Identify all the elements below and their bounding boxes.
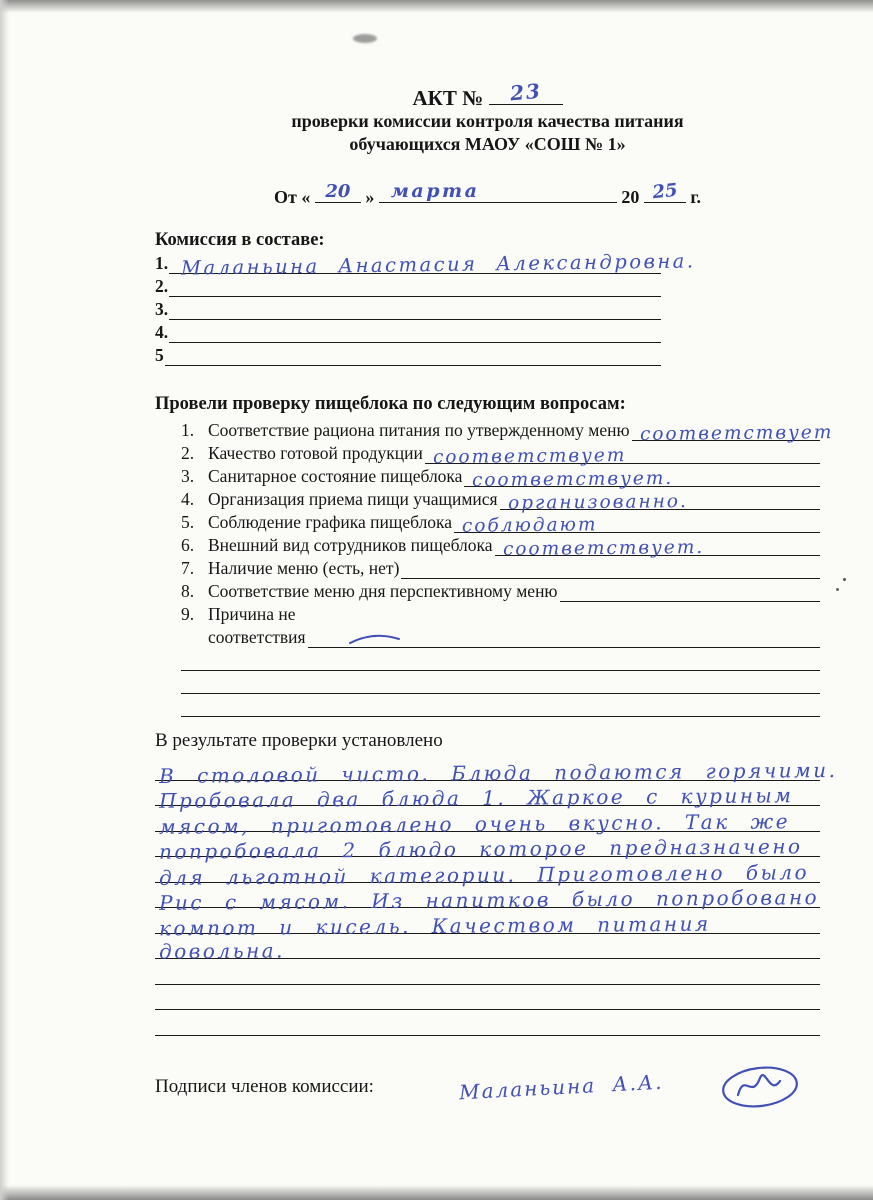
member-number: 2.	[155, 276, 169, 296]
date-day-field	[315, 182, 361, 203]
handwritten-day: 20	[325, 181, 351, 202]
handwritten-answer: соответствует	[432, 444, 627, 469]
answer-line	[401, 555, 820, 579]
ruled-line	[155, 959, 820, 985]
item-number: 9.	[181, 604, 195, 624]
date-prefix: От «	[274, 187, 311, 207]
handwritten-answer: организованно.	[507, 491, 688, 514]
item-number: 1.	[181, 420, 195, 440]
checklist-item	[181, 487, 820, 514]
member-number: 4.	[155, 322, 169, 342]
member-line	[165, 342, 661, 366]
item-label: Внешний вид сотрудников пищеблока	[208, 535, 493, 555]
commission-section	[155, 230, 820, 366]
handwritten-signature-name: Маланьина А.А.	[458, 1069, 664, 1104]
scan-artifact-bottom-edge	[0, 1185, 873, 1200]
date-line	[155, 179, 820, 208]
blank-line	[181, 671, 820, 694]
handwritten-text: компот и кисель. Качеством питания	[158, 911, 711, 940]
answer-line	[464, 463, 820, 492]
handwritten-text: довольна.	[158, 938, 286, 964]
answer-line	[308, 624, 820, 648]
item-number: 2.	[181, 443, 195, 463]
answer-line	[425, 440, 820, 469]
document-subtitle-1: проверки комиссии контроля качества питания	[291, 111, 684, 131]
act-number-field	[489, 78, 563, 106]
member-number: 5	[155, 345, 164, 365]
checklist-item-continuation	[181, 625, 820, 648]
handwritten-text: для льготной категории. Приготовлено было	[158, 859, 810, 890]
ruled-line	[155, 806, 820, 839]
blank-line	[181, 694, 820, 717]
signature-stamp	[718, 1062, 802, 1112]
item-label-continuation: соответствия	[208, 627, 306, 647]
scan-artifact-top-edge	[0, 0, 873, 13]
commission-heading: Комиссия в составе:	[155, 230, 325, 250]
date-month-field	[379, 182, 617, 203]
ruled-line	[155, 832, 820, 864]
scan-smudge	[353, 34, 377, 43]
answer-line	[495, 532, 820, 561]
date-century: 20	[621, 187, 640, 207]
item-number: 8.	[181, 581, 195, 601]
document-content	[155, 78, 838, 1112]
answer-line	[181, 693, 820, 717]
checklist-heading: Провели проверку пищеблока по следующим вопросам:	[155, 394, 626, 414]
handwritten-answer: соблюдают	[461, 514, 598, 537]
handwritten-text: Рис с мясом. Из напитков было попробовано	[158, 885, 820, 915]
checklist-item	[181, 556, 820, 579]
item-label: Качество готовой продукции	[208, 443, 423, 463]
signatures-section	[155, 1062, 820, 1112]
member-number: 1.	[155, 253, 169, 273]
checklist-item	[181, 418, 833, 446]
member-line	[169, 319, 661, 343]
answer-line	[181, 670, 820, 694]
commission-member-row	[155, 297, 661, 320]
member-line	[169, 296, 661, 320]
handwritten-answer: соответствует	[639, 421, 833, 446]
item-label: Наличие меню (есть, нет)	[208, 558, 400, 578]
answer-line	[632, 417, 833, 446]
date-suffix: г.	[690, 187, 701, 207]
checklist-section	[155, 394, 833, 717]
handwritten-month: марта	[390, 180, 480, 202]
document-subtitle-2: обучающихся МАОУ «СОШ № 1»	[349, 134, 626, 154]
scan-artifact-left-edge	[0, 0, 9, 1200]
blank-line	[181, 648, 820, 671]
answer-line	[560, 578, 820, 602]
handwritten-text: Пробовала два блюда 1. Жаркое с куриным	[158, 783, 794, 813]
pen-dots	[843, 578, 846, 581]
item-label: Организация приема пищи учащимися	[208, 489, 498, 509]
handwritten-text: мясом, приготовлено очень вкусно. Так же	[158, 808, 791, 839]
item-label: Соответствие меню дня перспективному меню	[208, 581, 558, 601]
item-label: Соблюдение графика пищеблока	[208, 512, 453, 532]
signatures-label: Подписи членов комиссии:	[155, 1075, 374, 1097]
date-quote-close: »	[365, 187, 375, 207]
answer-line	[454, 509, 820, 537]
title-block	[155, 78, 820, 156]
item-number: 5.	[181, 512, 195, 532]
checklist-item	[181, 510, 820, 537]
ruled-line	[155, 985, 820, 1011]
commission-member-row	[155, 249, 696, 280]
commission-member-row	[155, 320, 661, 343]
date-year-field	[644, 179, 686, 204]
handwritten-answer: соответствует.	[472, 467, 674, 492]
answer-line	[500, 486, 820, 514]
item-label: Соответствие рациона питания по утвержденному меню	[208, 420, 630, 440]
answer-line	[181, 647, 820, 671]
handwritten-year: 25	[651, 179, 679, 204]
checklist-item	[181, 441, 820, 469]
checklist-item	[181, 533, 820, 561]
results-section	[155, 729, 838, 1036]
checklist-item	[181, 579, 820, 602]
handwritten-text: попробовала 2 блюдо которое предназначено	[158, 834, 803, 864]
ruled-line	[155, 857, 820, 890]
checklist-item	[181, 602, 820, 625]
item-number: 3.	[181, 466, 195, 486]
commission-member-row	[155, 274, 661, 297]
ruled-line	[155, 908, 820, 940]
ruled-line	[155, 1010, 820, 1036]
handwritten-text: В столовой чисто. Блюда подаются горячими.	[158, 757, 838, 788]
handwritten-act-number: 23	[508, 78, 543, 106]
member-line	[169, 273, 661, 297]
member-line	[169, 249, 696, 280]
ruled-line	[155, 755, 838, 788]
item-number: 6.	[181, 535, 195, 555]
checklist-item	[181, 464, 820, 492]
pen-mark	[348, 630, 402, 646]
item-label: Санитарное состояние пищеблока	[208, 466, 463, 486]
title-prefix: АКТ №	[412, 86, 484, 110]
ruled-line	[155, 934, 820, 964]
commission-member-row	[155, 343, 661, 366]
document-title	[155, 78, 820, 110]
checklist-rows	[181, 418, 833, 717]
ruled-line	[155, 883, 820, 915]
item-number: 4.	[181, 489, 195, 509]
handwritten-answer: соответствует.	[502, 536, 704, 561]
member-number: 3.	[155, 299, 169, 319]
item-label: Причина не	[208, 604, 296, 624]
results-ruled-lines	[155, 755, 838, 1036]
ruled-line	[155, 781, 820, 813]
item-number: 7.	[181, 558, 195, 578]
results-heading: В результате проверки установлено	[155, 730, 443, 751]
handwritten-member-name: Маланьина Анастасия Александровна.	[180, 249, 696, 280]
